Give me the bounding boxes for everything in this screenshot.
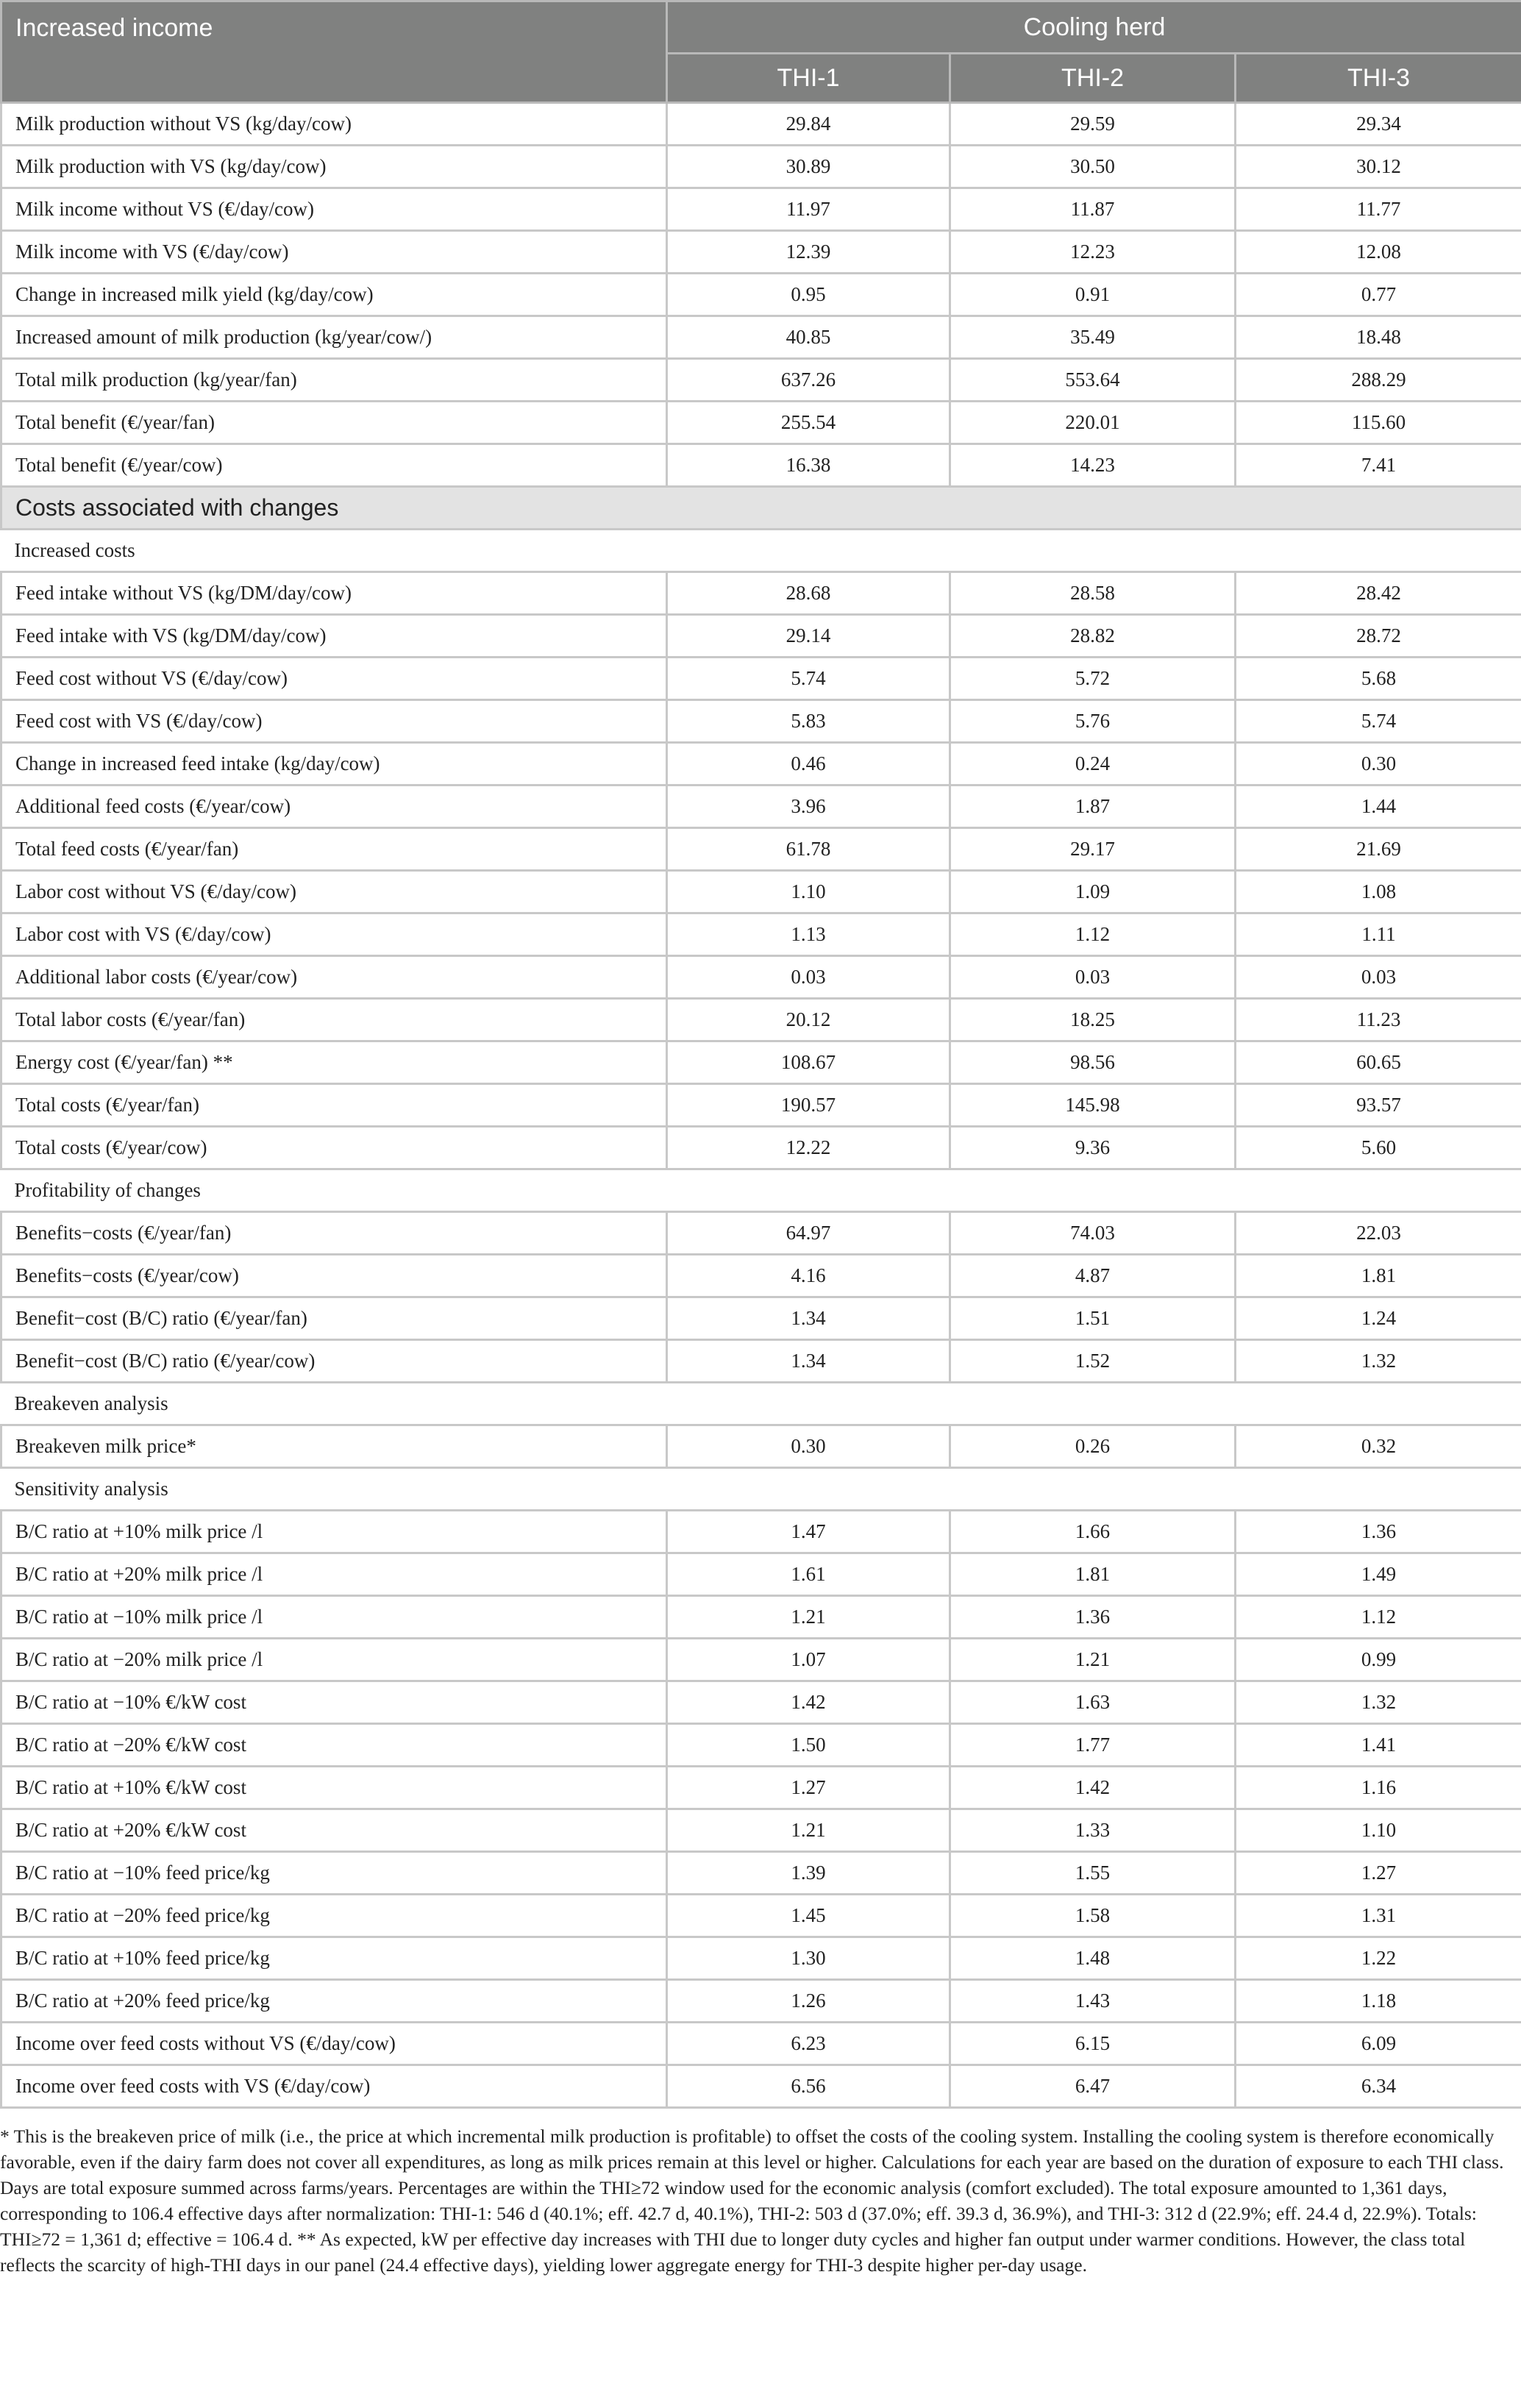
row-label: Benefits−costs (€/year/fan)	[1, 1212, 667, 1255]
cell-thi-1: 1.10	[667, 871, 950, 913]
row-label: Total feed costs (€/year/fan)	[1, 828, 667, 871]
cell-thi-1: 6.23	[667, 2023, 950, 2065]
table-row	[1, 274, 1521, 316]
table-row	[1, 1041, 1521, 1084]
row-label: Feed intake without VS (kg/DM/day/cow)	[1, 572, 667, 615]
table-row	[1, 615, 1521, 658]
cell-thi-3: 1.11	[1236, 913, 1521, 956]
cell-thi-1: 29.84	[667, 103, 950, 146]
row-label: Change in increased feed intake (kg/day/cow)	[1, 743, 667, 786]
cell-thi-3: 1.31	[1236, 1895, 1521, 1937]
cell-thi-2: 0.91	[950, 274, 1236, 316]
table-row	[1, 2065, 1521, 2108]
cell-thi-1: 0.46	[667, 743, 950, 786]
row-label: Milk production with VS (kg/day/cow)	[1, 146, 667, 188]
cell-thi-1: 1.07	[667, 1639, 950, 1681]
subheading-row	[1, 1468, 1521, 1511]
cell-thi-3: 0.30	[1236, 743, 1521, 786]
cell-thi-1: 12.39	[667, 231, 950, 274]
cell-thi-3: 1.18	[1236, 1980, 1521, 2023]
cell-thi-2: 1.66	[950, 1511, 1236, 1553]
cell-thi-3: 1.41	[1236, 1724, 1521, 1767]
table-row	[1, 1937, 1521, 1980]
cell-thi-3: 11.77	[1236, 188, 1521, 231]
cell-thi-3: 1.08	[1236, 871, 1521, 913]
cell-thi-2: 1.21	[950, 1639, 1236, 1681]
cell-thi-1: 5.83	[667, 700, 950, 743]
cell-thi-2: 1.81	[950, 1553, 1236, 1596]
cell-thi-3: 0.99	[1236, 1639, 1521, 1681]
cell-thi-2: 5.76	[950, 700, 1236, 743]
cell-thi-2: 1.33	[950, 1809, 1236, 1852]
cell-thi-2: 1.42	[950, 1767, 1236, 1809]
cell-thi-1: 4.16	[667, 1255, 950, 1297]
cell-thi-1: 1.30	[667, 1937, 950, 1980]
cell-thi-2: 1.58	[950, 1895, 1236, 1937]
table-row	[1, 786, 1521, 828]
cell-thi-2: 1.48	[950, 1937, 1236, 1980]
row-label: B/C ratio at +20% feed price/kg	[1, 1980, 667, 2023]
cell-thi-1: 1.47	[667, 1511, 950, 1553]
table-row	[1, 1767, 1521, 1809]
cell-thi-2: 1.09	[950, 871, 1236, 913]
cell-thi-3: 5.68	[1236, 658, 1521, 700]
cell-thi-1: 5.74	[667, 658, 950, 700]
cell-thi-3: 1.24	[1236, 1297, 1521, 1340]
table-row	[1, 146, 1521, 188]
row-label: B/C ratio at +20% milk price /l	[1, 1553, 667, 1596]
cell-thi-3: 5.74	[1236, 700, 1521, 743]
cell-thi-1: 637.26	[667, 359, 950, 402]
cell-thi-3: 29.34	[1236, 103, 1521, 146]
table-row	[1, 1084, 1521, 1127]
cell-thi-1: 1.34	[667, 1297, 950, 1340]
cell-thi-1: 0.03	[667, 956, 950, 999]
row-label: B/C ratio at −20% milk price /l	[1, 1639, 667, 1681]
cell-thi-1: 16.38	[667, 444, 950, 487]
row-label: Benefit−cost (B/C) ratio (€/year/fan)	[1, 1297, 667, 1340]
cell-thi-3: 7.41	[1236, 444, 1521, 487]
cell-thi-3: 0.32	[1236, 1425, 1521, 1468]
subheading-row	[1, 1383, 1521, 1425]
cell-thi-1: 1.26	[667, 1980, 950, 2023]
row-label: B/C ratio at −20% feed price/kg	[1, 1895, 667, 1937]
cell-thi-3: 6.34	[1236, 2065, 1521, 2108]
cell-thi-1: 108.67	[667, 1041, 950, 1084]
row-label: Milk income with VS (€/day/cow)	[1, 231, 667, 274]
cell-thi-1: 11.97	[667, 188, 950, 231]
cell-thi-1: 0.95	[667, 274, 950, 316]
table-row	[1, 359, 1521, 402]
table-row	[1, 1297, 1521, 1340]
table-row	[1, 1681, 1521, 1724]
row-label: Total benefit (€/year/cow)	[1, 444, 667, 487]
row-label: Total milk production (kg/year/fan)	[1, 359, 667, 402]
cell-thi-2: 0.03	[950, 956, 1236, 999]
row-label: Total costs (€/year/fan)	[1, 1084, 667, 1127]
cell-thi-1: 40.85	[667, 316, 950, 359]
table-row	[1, 658, 1521, 700]
cell-thi-2: 28.58	[950, 572, 1236, 615]
cell-thi-3: 30.12	[1236, 146, 1521, 188]
cell-thi-3: 0.77	[1236, 274, 1521, 316]
table-body	[1, 103, 1521, 2108]
cell-thi-2: 1.51	[950, 1297, 1236, 1340]
row-label: Change in increased milk yield (kg/day/cow)	[1, 274, 667, 316]
table-row	[1, 1340, 1521, 1383]
cell-thi-1: 61.78	[667, 828, 950, 871]
row-label: Total costs (€/year/cow)	[1, 1127, 667, 1169]
cell-thi-2: 18.25	[950, 999, 1236, 1041]
cell-thi-2: 0.24	[950, 743, 1236, 786]
table-title: Increased income	[1, 1, 667, 103]
row-label: B/C ratio at −20% €/kW cost	[1, 1724, 667, 1767]
table-row	[1, 444, 1521, 487]
cell-thi-1: 28.68	[667, 572, 950, 615]
table-header	[1, 1, 1521, 103]
row-label: Increased amount of milk production (kg/year/cow/)	[1, 316, 667, 359]
table-row	[1, 956, 1521, 999]
cell-thi-2: 220.01	[950, 402, 1236, 444]
cell-thi-3: 1.22	[1236, 1937, 1521, 1980]
row-label: Total benefit (€/year/fan)	[1, 402, 667, 444]
cell-thi-1: 1.13	[667, 913, 950, 956]
section-header: Costs associated with changes	[1, 487, 1521, 530]
cell-thi-3: 1.36	[1236, 1511, 1521, 1553]
cell-thi-3: 0.03	[1236, 956, 1521, 999]
row-label: Energy cost (€/year/fan) **	[1, 1041, 667, 1084]
cell-thi-1: 64.97	[667, 1212, 950, 1255]
cell-thi-2: 1.87	[950, 786, 1236, 828]
cell-thi-3: 1.49	[1236, 1553, 1521, 1596]
cell-thi-1: 1.61	[667, 1553, 950, 1596]
cell-thi-2: 1.55	[950, 1852, 1236, 1895]
cell-thi-2: 6.15	[950, 2023, 1236, 2065]
table-row	[1, 1639, 1521, 1681]
table-row	[1, 402, 1521, 444]
table-row	[1, 1553, 1521, 1596]
cell-thi-3: 1.32	[1236, 1340, 1521, 1383]
subheading-row	[1, 1169, 1521, 1212]
cell-thi-2: 74.03	[950, 1212, 1236, 1255]
cell-thi-1: 6.56	[667, 2065, 950, 2108]
subheading: Breakeven analysis	[1, 1383, 1521, 1425]
row-label: B/C ratio at +20% €/kW cost	[1, 1809, 667, 1852]
cell-thi-2: 29.59	[950, 103, 1236, 146]
row-label: B/C ratio at +10% feed price/kg	[1, 1937, 667, 1980]
cell-thi-2: 1.36	[950, 1596, 1236, 1639]
table-row	[1, 1255, 1521, 1297]
row-label: Milk production without VS (kg/day/cow)	[1, 103, 667, 146]
cell-thi-1: 1.34	[667, 1340, 950, 1383]
row-label: Labor cost with VS (€/day/cow)	[1, 913, 667, 956]
table-row	[1, 572, 1521, 615]
table-row	[1, 743, 1521, 786]
row-label: B/C ratio at +10% milk price /l	[1, 1511, 667, 1553]
row-label: Labor cost without VS (€/day/cow)	[1, 871, 667, 913]
row-label: Income over feed costs with VS (€/day/cow)	[1, 2065, 667, 2108]
row-label: Milk income without VS (€/day/cow)	[1, 188, 667, 231]
table-row	[1, 188, 1521, 231]
table-row	[1, 231, 1521, 274]
column-header-thi-2: THI-2	[950, 54, 1236, 103]
cell-thi-3: 5.60	[1236, 1127, 1521, 1169]
cell-thi-3: 21.69	[1236, 828, 1521, 871]
cell-thi-2: 553.64	[950, 359, 1236, 402]
cell-thi-1: 1.50	[667, 1724, 950, 1767]
cell-thi-3: 1.16	[1236, 1767, 1521, 1809]
section-header-row	[1, 487, 1521, 530]
table-row	[1, 1980, 1521, 2023]
cell-thi-2: 4.87	[950, 1255, 1236, 1297]
row-label: B/C ratio at +10% €/kW cost	[1, 1767, 667, 1809]
cell-thi-3: 11.23	[1236, 999, 1521, 1041]
cell-thi-3: 1.10	[1236, 1809, 1521, 1852]
row-label: Feed cost with VS (€/day/cow)	[1, 700, 667, 743]
row-label: B/C ratio at −10% milk price /l	[1, 1596, 667, 1639]
table-row	[1, 1895, 1521, 1937]
row-label: Benefit−cost (B/C) ratio (€/year/cow)	[1, 1340, 667, 1383]
cell-thi-3: 288.29	[1236, 359, 1521, 402]
table-row	[1, 1127, 1521, 1169]
cell-thi-2: 29.17	[950, 828, 1236, 871]
cell-thi-3: 115.60	[1236, 402, 1521, 444]
subheading: Profitability of changes	[1, 1169, 1521, 1212]
column-group-header: Cooling herd	[667, 1, 1521, 54]
row-label: B/C ratio at −10% €/kW cost	[1, 1681, 667, 1724]
table-row	[1, 1809, 1521, 1852]
column-header-thi-1: THI-1	[667, 54, 950, 103]
cell-thi-3: 12.08	[1236, 231, 1521, 274]
cell-thi-1: 1.21	[667, 1809, 950, 1852]
cell-thi-2: 30.50	[950, 146, 1236, 188]
table-row	[1, 1852, 1521, 1895]
cell-thi-3: 1.81	[1236, 1255, 1521, 1297]
cell-thi-1: 255.54	[667, 402, 950, 444]
table-row	[1, 871, 1521, 913]
cell-thi-3: 1.27	[1236, 1852, 1521, 1895]
row-label: Total labor costs (€/year/fan)	[1, 999, 667, 1041]
cell-thi-3: 60.65	[1236, 1041, 1521, 1084]
cell-thi-2: 5.72	[950, 658, 1236, 700]
cell-thi-1: 20.12	[667, 999, 950, 1041]
table-footnote: * This is the breakeven price of milk (i.e., the price at which incremental milk production is profitable) to offset the costs of the cooling system. Installing the cooling system is therefore economically favorable, even if the dairy farm does not cover all expenditures, as long as milk prices remain at this level or higher. Calculations for each year are based on the duration of exposure to each THI class. Days are total exposure summed across farms/years. Percentages are within the THI≥72 window used for the economic analysis (comfort excluded). The total exposure amounted to 1,361 days, corresponding to 106.4 effective days after normalization: THI-1: 546 d (40.1%; eff. 42.7 d, 40.1%), THI-2: 503 d (37.0%; eff. 39.3 d, 36.9%), and THI-3: 312 d (22.9%; eff. 24.4 d, 22.9%). Totals: THI≥72 = 1,361 d; effective = 106.4 d. ** As expected, kW per effective day increases with THI due to longer duty cycles and higher fan output under warmer conditions. However, the class total reflects the scarcity of high-THI days in our panel (24.4 effective days), yielding lower aggregate energy for THI-3 despite higher per-day usage.	[0, 2126, 1504, 2276]
row-label: Feed cost without VS (€/day/cow)	[1, 658, 667, 700]
table-row	[1, 2023, 1521, 2065]
row-label: Feed intake with VS (kg/DM/day/cow)	[1, 615, 667, 658]
cell-thi-3: 18.48	[1236, 316, 1521, 359]
cell-thi-2: 28.82	[950, 615, 1236, 658]
table-row	[1, 1596, 1521, 1639]
subheading: Increased costs	[1, 530, 1521, 572]
cell-thi-2: 145.98	[950, 1084, 1236, 1127]
cell-thi-2: 1.63	[950, 1681, 1236, 1724]
table-row	[1, 999, 1521, 1041]
cell-thi-1: 1.21	[667, 1596, 950, 1639]
column-header-thi-3: THI-3	[1236, 54, 1521, 103]
cell-thi-1: 1.45	[667, 1895, 950, 1937]
cell-thi-2: 1.12	[950, 913, 1236, 956]
row-label: Additional labor costs (€/year/cow)	[1, 956, 667, 999]
cell-thi-3: 1.32	[1236, 1681, 1521, 1724]
cell-thi-2: 9.36	[950, 1127, 1236, 1169]
cell-thi-2: 1.43	[950, 1980, 1236, 2023]
cell-thi-1: 30.89	[667, 146, 950, 188]
cell-thi-2: 98.56	[950, 1041, 1236, 1084]
cell-thi-1: 1.39	[667, 1852, 950, 1895]
cell-thi-1: 190.57	[667, 1084, 950, 1127]
cell-thi-3: 93.57	[1236, 1084, 1521, 1127]
cell-thi-1: 3.96	[667, 786, 950, 828]
cell-thi-1: 29.14	[667, 615, 950, 658]
cell-thi-1: 1.27	[667, 1767, 950, 1809]
cell-thi-2: 14.23	[950, 444, 1236, 487]
table-row	[1, 1511, 1521, 1553]
cell-thi-2: 1.77	[950, 1724, 1236, 1767]
table-row	[1, 103, 1521, 146]
cell-thi-3: 1.12	[1236, 1596, 1521, 1639]
table-row	[1, 1425, 1521, 1468]
cell-thi-3: 22.03	[1236, 1212, 1521, 1255]
cell-thi-1: 12.22	[667, 1127, 950, 1169]
cell-thi-2: 12.23	[950, 231, 1236, 274]
cell-thi-3: 28.72	[1236, 615, 1521, 658]
cell-thi-2: 35.49	[950, 316, 1236, 359]
subheading-row	[1, 530, 1521, 572]
row-label: B/C ratio at −10% feed price/kg	[1, 1852, 667, 1895]
cell-thi-3: 6.09	[1236, 2023, 1521, 2065]
table-row	[1, 316, 1521, 359]
cell-thi-2: 1.52	[950, 1340, 1236, 1383]
subheading: Sensitivity analysis	[1, 1468, 1521, 1511]
table-row	[1, 1212, 1521, 1255]
row-label: Additional feed costs (€/year/cow)	[1, 786, 667, 828]
cell-thi-2: 6.47	[950, 2065, 1236, 2108]
row-label: Benefits−costs (€/year/cow)	[1, 1255, 667, 1297]
table-row	[1, 828, 1521, 871]
table-row	[1, 700, 1521, 743]
cell-thi-3: 28.42	[1236, 572, 1521, 615]
cell-thi-3: 1.44	[1236, 786, 1521, 828]
cell-thi-1: 1.42	[667, 1681, 950, 1724]
cell-thi-2: 0.26	[950, 1425, 1236, 1468]
row-label: Breakeven milk price*	[1, 1425, 667, 1468]
row-label: Income over feed costs without VS (€/day/cow)	[1, 2023, 667, 2065]
table-row	[1, 1724, 1521, 1767]
cell-thi-1: 0.30	[667, 1425, 950, 1468]
cell-thi-2: 11.87	[950, 188, 1236, 231]
table-row	[1, 913, 1521, 956]
